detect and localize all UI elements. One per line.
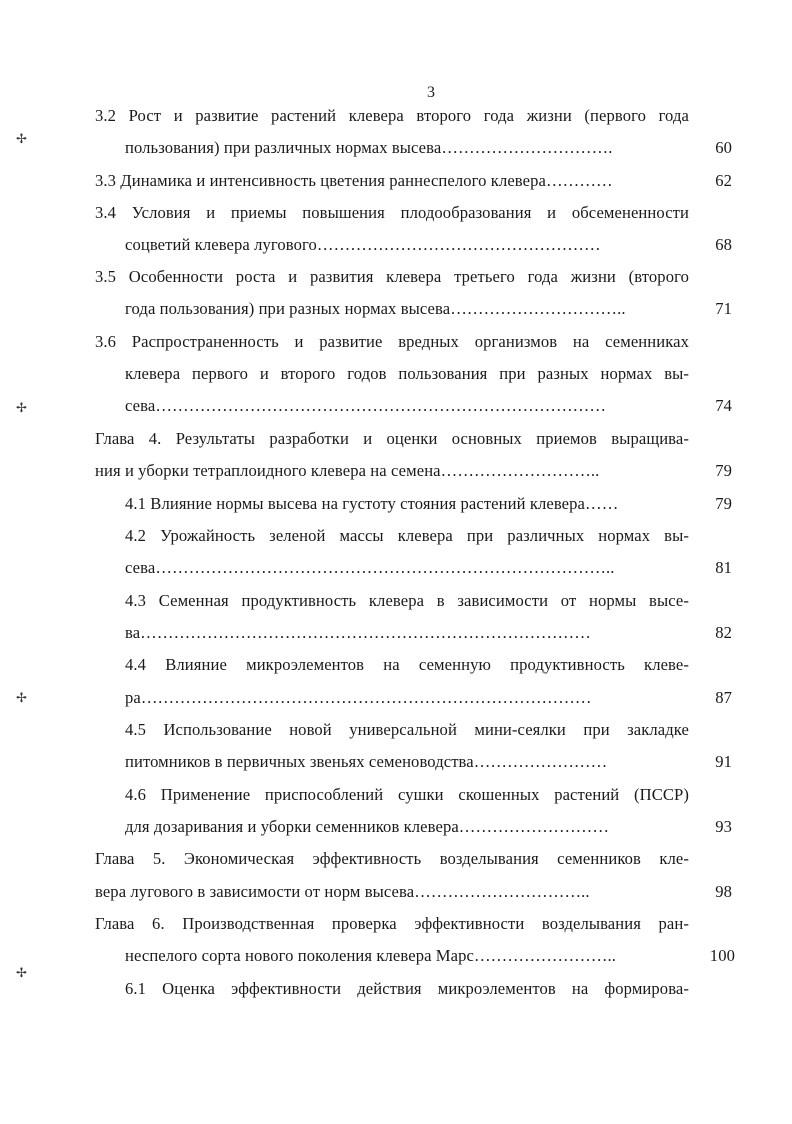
toc-entry-4-1-page: 79 xyxy=(715,494,732,513)
toc-entry-4-5-page: 91 xyxy=(715,752,732,771)
scan-mark: ✢ xyxy=(16,690,27,705)
toc-entry-6-1-line-1: 6.1 Оценка эффективности действия микроэлементов на формирова- xyxy=(125,979,689,998)
toc-entry-3-3-line-1: 3.3 Динамика и интенсивность цветения раннеспелого клевера………… xyxy=(95,171,613,190)
toc-entry-3-6-line-1: 3.6 Распространенность и развитие вредных организмов на семенниках xyxy=(95,332,689,351)
toc-chapter-4-page: 79 xyxy=(715,461,732,480)
toc-chapter-6-line-2: неспелого сорта нового поколения клевера Марс…………………….. xyxy=(125,946,617,965)
toc-entry-3-5-line-1: 3.5 Особенности роста и развития клевера третьего года жизни (второго xyxy=(95,267,689,286)
page-number: 3 xyxy=(426,84,436,101)
toc-entry-4-1-line-1: 4.1 Влияние нормы высева на густоту стояния растений клевера…… xyxy=(125,494,619,513)
toc-entry-4-6-page: 93 xyxy=(715,817,732,836)
toc-entry-4-2-line-1: 4.2 Урожайность зеленой массы клевера при различных нормах вы- xyxy=(125,526,689,545)
toc-entry-4-3-line-1: 4.3 Семенная продуктивность клевера в зависимости от нормы высе- xyxy=(125,591,689,610)
toc-chapter-4-line-1: Глава 4. Результаты разработки и оценки основных приемов выращива- xyxy=(95,429,689,448)
toc-entry-3-2-line-2: пользования) при различных нормах высева…………………………. xyxy=(125,138,613,157)
toc-entry-3-5-line-2: года пользования) при разных нормах высева………………………….. xyxy=(125,299,626,318)
toc-chapter-5-line-2: вера лугового в зависимости от норм высева………………………….. xyxy=(95,882,590,901)
toc-entry-4-3-page: 82 xyxy=(715,623,732,642)
scan-mark: ✢ xyxy=(16,131,27,146)
scan-mark: ✢ xyxy=(16,965,27,980)
scan-mark: ✢ xyxy=(16,400,27,415)
toc-entry-3-5-page: 71 xyxy=(715,299,732,318)
toc-entry-4-6-line-2: для дозаривания и уборки семенников клевера……………………… xyxy=(125,817,610,836)
toc-chapter-6-line-1: Глава 6. Производственная проверка эффективности возделывания ран- xyxy=(95,914,689,933)
toc-entry-4-4-line-2: ра……………………………………………………………………… xyxy=(125,688,592,707)
toc-entry-3-4-line-2: соцветий клевера лугового…………………………………………… xyxy=(125,235,601,254)
toc-entry-4-3-line-2: ва……………………………………………………………………… xyxy=(125,623,591,642)
toc-entry-3-6-line-3: сева……………………………………………………………………… xyxy=(125,396,607,415)
toc-chapter-5-page: 98 xyxy=(715,882,732,901)
toc-entry-4-2-page: 81 xyxy=(715,558,732,577)
toc-entry-4-2-line-2: сева……………………………………………………………………….. xyxy=(125,558,615,577)
toc-chapter-6-page: 100 xyxy=(709,946,735,965)
toc-entry-4-4-page: 87 xyxy=(715,688,732,707)
toc-entry-3-6-page: 74 xyxy=(715,396,732,415)
toc-entry-3-4-page: 68 xyxy=(715,235,732,254)
toc-entry-3-2-page: 60 xyxy=(715,138,732,157)
toc-entry-4-6-line-1: 4.6 Применение приспособлений сушки скошенных растений (ПССР) xyxy=(125,785,689,804)
toc-entry-3-2-line-1: 3.2 Рост и развитие растений клевера второго года жизни (первого года xyxy=(95,106,689,125)
toc-entry-4-5-line-1: 4.5 Использование новой универсальной мини-сеялки при закладке xyxy=(125,720,689,739)
toc-chapter-4-line-2: ния и уборки тетраплоидного клевера на семена……………………….. xyxy=(95,461,600,480)
toc-entry-4-4-line-1: 4.4 Влияние микроэлементов на семенную продуктивность клеве- xyxy=(125,655,689,674)
toc-entry-3-6-line-2: клевера первого и второго годов пользования при разных нормах вы- xyxy=(125,364,689,383)
toc-entry-4-5-line-2: питомников в первичных звеньях семеноводства…………………… xyxy=(125,752,608,771)
toc-chapter-5-line-1: Глава 5. Экономическая эффективность возделывания семенников кле- xyxy=(95,849,689,868)
toc-entry-3-3-page: 62 xyxy=(715,171,732,190)
toc-entry-3-4-line-1: 3.4 Условия и приемы повышения плодообразования и обсемененности xyxy=(95,203,689,222)
